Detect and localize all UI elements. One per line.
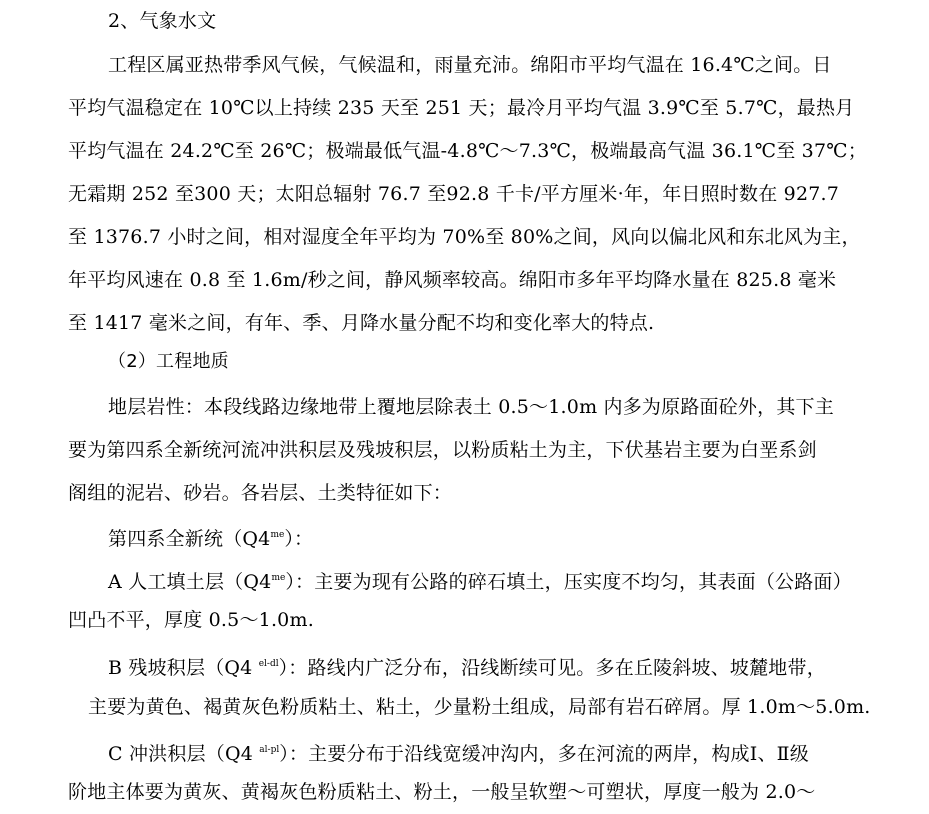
layer-c-line-2: 阶地主体要为黄灰、黄褐灰色粉质粘土、粉土，一般呈软塑～可塑状，厚度一般为 2.0～ (68, 781, 816, 803)
layer-b-line-1 (108, 652, 826, 680)
layer-c-suffix: ）：主要分布于沿线宽缓冲沟内，多在河流的两岸，构成Ⅰ、Ⅱ级 (279, 743, 809, 765)
climate-line-5: 至 1376.7 小时之间，相对湿度全年平均为 70%至 80%之间，风向以偏北风和东北风为主， (68, 226, 861, 248)
climate-line-1: 工程区属亚热带季风气候，气候温和，雨量充沛。绵阳市平均气温在 16.4℃之间。日 (108, 54, 832, 76)
quaternary-heading (108, 523, 313, 551)
layer-b-line-2: 主要为黄色、褐黄灰色粉质粘土、粘土，少量粉土组成，局部有岩石碎屑。厚 1.0m～5.0m. (88, 696, 871, 718)
climate-line-2: 平均气温稳定在 10℃以上持续 235 天至 251 天；最冷月平均气温 3.9℃至 5.7℃，最热月 (68, 97, 855, 119)
section-heading: 2、气象水文 (108, 10, 217, 32)
layer-b-suffix: ）：路线内广泛分布，沿线断续可见。多在丘陵斜坡、坡麓地带， (278, 657, 826, 679)
layer-a-prefix: A 人工填土层（Q4 (108, 571, 272, 593)
layer-c-line-1 (108, 738, 809, 766)
climate-line-6: 年平均风速在 0.8 至 1.6m/秒之间，静风频率较高。绵阳市多年平均降水量在 825.8 毫米 (68, 269, 837, 291)
geology-line-2: 要为第四系全新统河流冲洪积层及残坡积层，以粉质粘土为主，下伏基岩主要为白垩系剑 (68, 439, 817, 461)
layer-b-superscript: el-dl (258, 659, 279, 669)
layer-b-prefix: B 残坡积层（Q4 (108, 657, 259, 679)
climate-line-7: 至 1417 毫米之间，有年、季、月降水量分配不均和变化率大的特点. (68, 312, 655, 334)
layer-a-line-1 (108, 566, 852, 594)
layer-c-superscript: al-pl (259, 745, 280, 755)
quaternary-superscript: me (270, 530, 285, 540)
climate-line-3: 平均气温在 24.2℃至 26℃；极端最低气温-4.8℃～7.3℃，极端最高气温 36.1℃至 37℃； (68, 140, 867, 162)
geology-line-1: 地层岩性：本段线路边缘地带上覆地层除表土 0.5～1.0m 内多为原路面砼外，其下主 (108, 396, 834, 418)
geology-line-3: 阁组的泥岩、砂岩。各岩层、土类特征如下： (68, 482, 453, 504)
quaternary-prefix: 第四系全新统（Q4 (108, 528, 271, 550)
geology-heading: （2）工程地质 (108, 351, 229, 372)
layer-a-suffix: ）：主要为现有公路的碎石填土，压实度不均匀，其表面（公路面） (285, 571, 852, 593)
layer-c-prefix: C 冲洪积层（Q4 (108, 743, 260, 765)
layer-a-line-2: 凹凸不平，厚度 0.5～1.0m. (68, 609, 314, 631)
layer-a-superscript: me (271, 573, 286, 583)
quaternary-suffix: ）： (284, 528, 314, 550)
climate-line-4: 无霜期 252 至300 天；太阳总辐射 76.7 至92.8 千卡/平方厘米·年，年日照时数在 927.7 (68, 183, 840, 205)
